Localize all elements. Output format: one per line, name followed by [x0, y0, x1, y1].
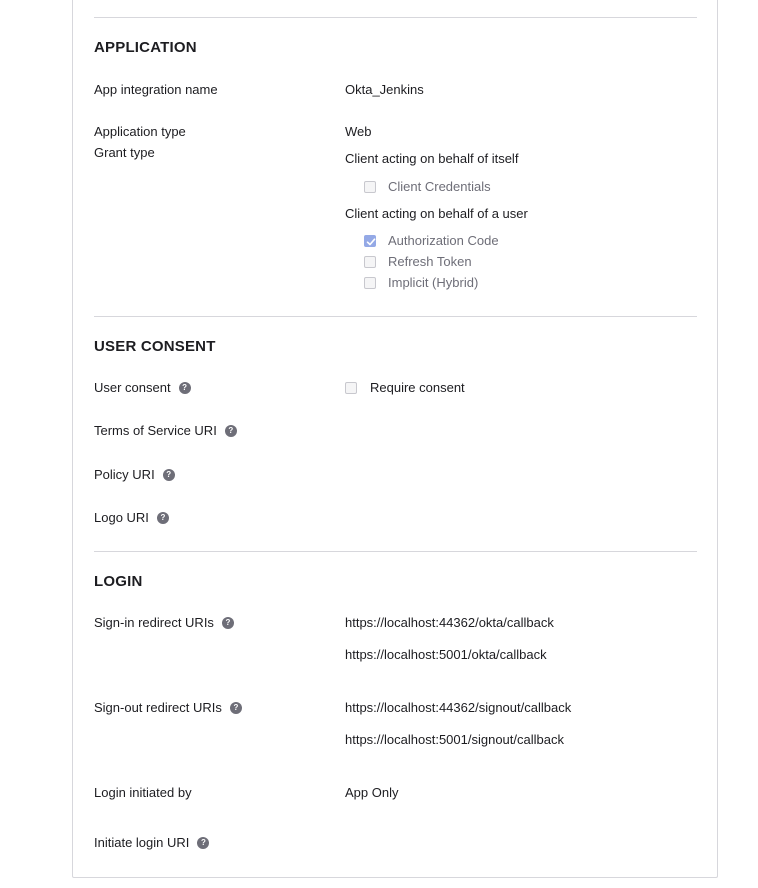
initiate-login-uri-label-text: Initiate login URI	[94, 835, 190, 850]
help-icon[interactable]: ?	[163, 469, 175, 481]
help-icon[interactable]: ?	[157, 512, 169, 524]
help-icon[interactable]: ?	[197, 837, 209, 849]
integration-name-label: App integration name	[94, 82, 218, 97]
signout-redirect-label	[94, 700, 242, 715]
tos-uri-label-text: Terms of Service URI	[94, 423, 217, 438]
client-credentials-label: Client Credentials	[388, 179, 491, 194]
check-icon	[366, 237, 376, 247]
app-type-label: Application type	[94, 124, 186, 139]
help-icon[interactable]: ?	[225, 425, 237, 437]
login-initiated-by-label: Login initiated by	[94, 785, 192, 800]
signin-uri: https://localhost:44362/okta/callback	[345, 615, 554, 630]
signout-redirect-label-text: Sign-out redirect URIs	[94, 700, 222, 715]
require-consent-checkbox[interactable]	[345, 382, 357, 394]
policy-uri-label-text: Policy URI	[94, 467, 155, 482]
refresh-token-label: Refresh Token	[388, 254, 472, 269]
help-icon[interactable]: ?	[230, 702, 242, 714]
implicit-hybrid-label: Implicit (Hybrid)	[388, 275, 479, 290]
login-heading: LOGIN	[94, 573, 143, 590]
signout-uri: https://localhost:44362/signout/callback	[345, 700, 572, 715]
grant-type-label: Grant type	[94, 145, 155, 160]
client-credentials-checkbox[interactable]	[364, 181, 376, 193]
signin-redirect-label	[94, 615, 234, 630]
require-consent-label: Require consent	[370, 380, 465, 395]
authorization-code-label: Authorization Code	[388, 233, 499, 248]
signin-uri: https://localhost:5001/okta/callback	[345, 647, 547, 662]
divider	[94, 17, 697, 18]
logo-uri-label	[94, 510, 169, 525]
policy-uri-label	[94, 467, 175, 482]
signin-redirect-label-text: Sign-in redirect URIs	[94, 615, 214, 630]
divider	[94, 551, 697, 552]
application-heading: APPLICATION	[94, 39, 197, 56]
user-consent-label	[94, 380, 191, 395]
grant-group-itself: Client acting on behalf of itself	[345, 151, 519, 166]
initiate-login-uri-label	[94, 835, 209, 850]
integration-name-value: Okta_Jenkins	[345, 82, 424, 97]
divider	[94, 316, 697, 317]
implicit-hybrid-checkbox[interactable]	[364, 277, 376, 289]
grant-group-user: Client acting on behalf of a user	[345, 206, 528, 221]
logo-uri-label-text: Logo URI	[94, 510, 149, 525]
signout-uri: https://localhost:5001/signout/callback	[345, 732, 564, 747]
login-initiated-by-value: App Only	[345, 785, 399, 800]
app-type-value: Web	[345, 124, 372, 139]
refresh-token-checkbox[interactable]	[364, 256, 376, 268]
tos-uri-label	[94, 423, 237, 438]
help-icon[interactable]: ?	[179, 382, 191, 394]
authorization-code-checkbox[interactable]	[364, 235, 376, 247]
user-consent-heading: USER CONSENT	[94, 338, 216, 355]
user-consent-label-text: User consent	[94, 380, 171, 395]
help-icon[interactable]: ?	[222, 617, 234, 629]
